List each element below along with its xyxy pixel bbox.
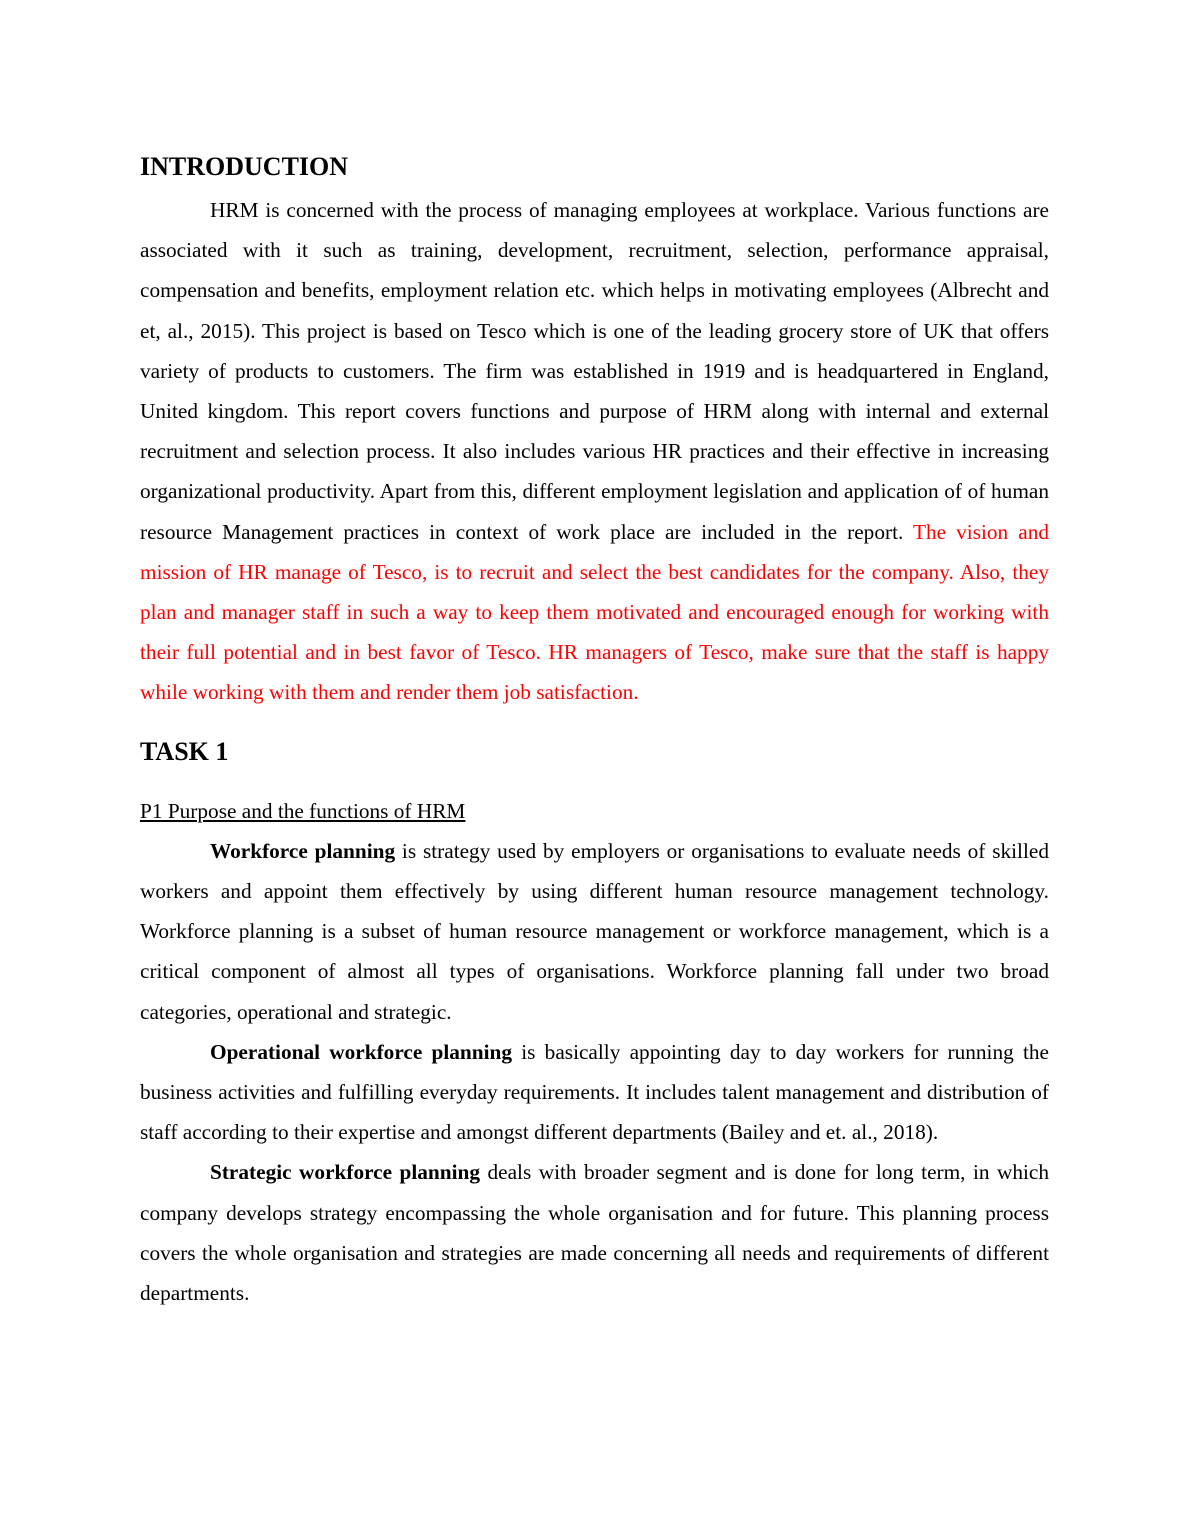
paragraph-text: is strategy used by employers or organisations to evaluate needs of skilled workers and appoint them effectively by using different human resource management technology. Workforce planning is a subset of human resource management or workforce management, which is a critical component of almost all types of organisations. Workforce planning fall under two broad categories, operational and strategic. — [140, 838, 1049, 1024]
paragraph-lead-term: Strategic workforce planning — [210, 1160, 481, 1185]
paragraph-lead-term: Operational workforce planning — [210, 1039, 513, 1064]
workforce-planning-paragraph — [140, 831, 1049, 1032]
introduction-text: HRM is concerned with the process of managing employees at workplace. Various functions are associated with it such as training, development, recruitment, selection, performance appraisal, compensation and benefits, employment relation etc. which helps in motivating employees (Albrecht and et, al., 2015). This project is based on Tesco which is one of the leading grocery store of UK that offers variety of products to customers. The firm was established in 1919 and is headquartered in England, United kingdom. This report covers functions and purpose of HRM along with internal and external recruitment and selection process. It also includes various HR practices and their effective in increasing organizational productivity. Apart from this, different employment legislation and application of of human resource Management practices in context of work place are included in the report. — [140, 198, 1049, 544]
introduction-heading: INTRODUCTION — [140, 152, 349, 181]
task-1-heading: TASK 1 — [140, 736, 229, 766]
introduction-paragraph — [140, 190, 1049, 713]
operational-planning-paragraph — [140, 1032, 1049, 1153]
strategic-planning-paragraph — [140, 1152, 1049, 1313]
highlighted-text: The vision and mission of HR manage of Tesco, is to recruit and select the best candidates for the company. Also, they plan and manager staff in such a way to keep them motivated and encouraged enough for working with their full potential and in best favor of Tesco. HR managers of Tesco, make sure that the staff is happy while working with them and render them job satisfaction. — [140, 519, 1050, 705]
paragraph-text: deals with broader segment and is done for long term, in which company develops strategy encompassing the whole organisation and for future. This planning process covers the whole organisation and strategies are made concerning all needs and requirements of different departments. — [140, 1160, 1050, 1306]
p1-subheading: P1 Purpose and the functions of HRM — [140, 798, 466, 823]
paragraph-text: is basically appointing day to day workers for running the business activities and fulfilling everyday requirements. It includes talent management and distribution of staff according to their expertise and amongst different departments (Bailey and et. al., 2018). — [140, 1039, 1049, 1145]
paragraph-lead-term: Workforce planning — [210, 838, 396, 863]
document-page — [140, 148, 1049, 1313]
